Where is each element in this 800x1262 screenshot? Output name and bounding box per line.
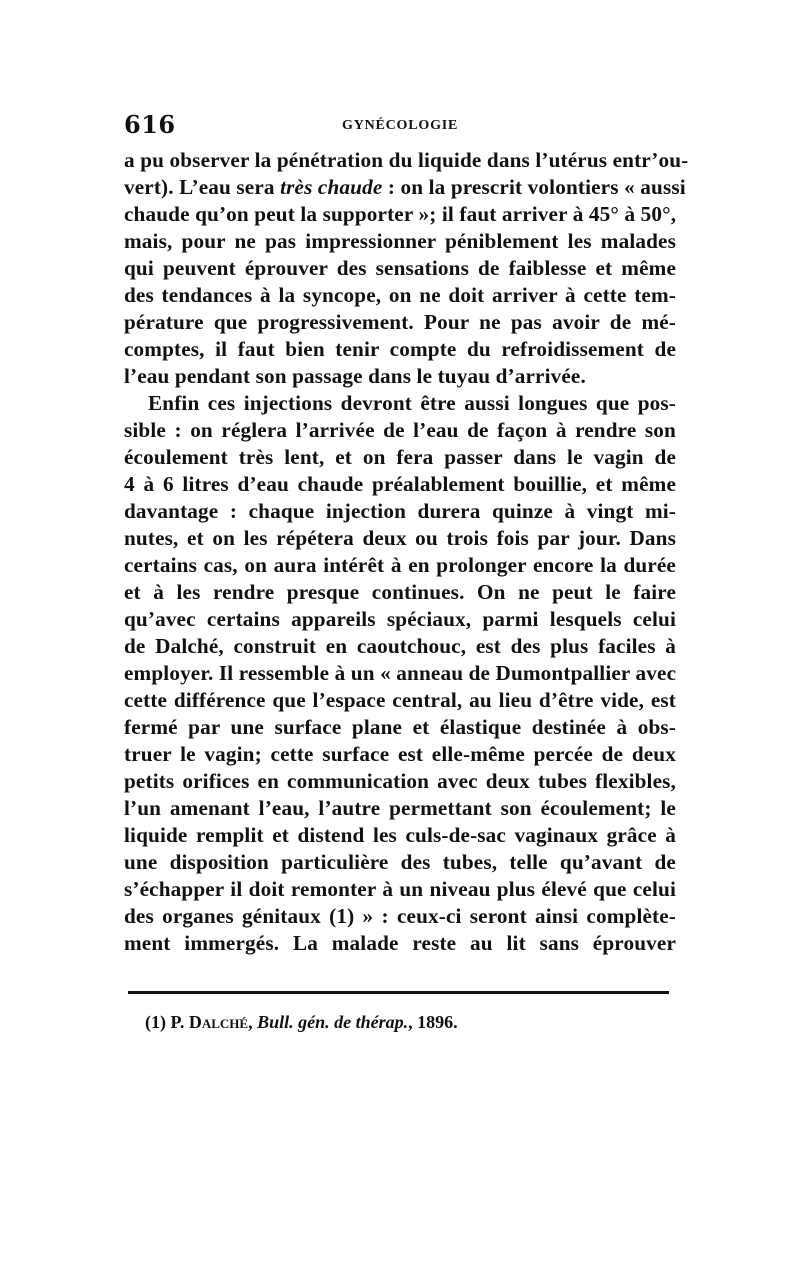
text-line xyxy=(124,174,686,201)
page-number: 616 xyxy=(124,110,176,139)
text-line: nutes, et on les répétera deux ou trois fois par jour. Dans xyxy=(124,526,676,550)
paragraph-start-line: Enfin ces injections devront être aussi longues que pos- xyxy=(148,391,676,415)
text-line: qui peuvent éprouver des sensations de faiblesse et même xyxy=(124,256,676,280)
text-line: des tendances à la syncope, on ne doit arriver à cette tem- xyxy=(124,283,676,307)
body-text xyxy=(124,147,689,957)
footnote-divider xyxy=(128,991,669,994)
text-line: a pu observer la pénétration du liquide dans l’utérus entr’ou- xyxy=(124,148,689,172)
footnote-marker: (1) P. xyxy=(145,1012,189,1032)
text-line: qu’avec certains appareils spéciaux, parmi lesquels celui xyxy=(124,607,676,631)
text-line: ment immergés. La malade reste au lit sans éprouver xyxy=(124,931,676,955)
text-line: sible : on réglera l’arrivée de l’eau de façon à rendre son xyxy=(124,418,676,442)
text-line: truer le vagin; cette surface est elle-même percée de deux xyxy=(124,742,676,766)
footnote xyxy=(145,1011,458,1033)
text-line: l’un amenant l’eau, l’autre permettant son écoulement; le xyxy=(124,796,676,820)
text-line: l’eau pendant son passage dans le tuyau d’arrivée. xyxy=(124,364,586,388)
footnote-journal: Bull. gén. de thérap. xyxy=(257,1012,409,1032)
text-line: chaude qu’on peut la supporter »; il faut arriver à 45° à 50°, xyxy=(124,202,677,226)
text-segment: : on la prescrit volontiers « aussi xyxy=(382,175,686,199)
text-line: des organes génitaux (1) » : ceux-ci seront ainsi complète- xyxy=(124,904,676,928)
text-line: fermé par une surface plane et élastique destinée à obs- xyxy=(124,715,676,739)
footnote-separator: , xyxy=(248,1012,258,1032)
running-head: GYNÉCOLOGIE xyxy=(342,118,459,133)
text-line: mais, pour ne pas impressionner péniblement les malades xyxy=(124,229,676,253)
text-line: pérature que progressivement. Pour ne pas avoir de mé- xyxy=(124,310,676,334)
footnote-author: Dalché xyxy=(188,1012,249,1032)
text-line: écoulement très lent, et on fera passer dans le vagin de xyxy=(124,445,676,469)
footnote-year: , 1896. xyxy=(408,1012,458,1032)
text-line: s’échapper il doit remonter à un niveau plus élevé que celui xyxy=(124,877,676,901)
text-segment: vert). L’eau sera xyxy=(124,175,281,199)
page-header xyxy=(124,110,668,144)
text-line: petits orifices en communication avec deux tubes flexibles, xyxy=(124,769,676,793)
text-line: 4 à 6 litres d’eau chaude préalablement bouillie, et même xyxy=(124,472,676,496)
text-line: employer. Il ressemble à un « anneau de Dumontpallier avec xyxy=(124,661,677,685)
text-line: certains cas, on aura intérêt à en prolonger encore la durée xyxy=(124,553,676,577)
text-line: comptes, il faut bien tenir compte du refroidissement de xyxy=(124,337,676,361)
text-line: et à les rendre presque continues. On ne peut le faire xyxy=(124,580,676,604)
text-line: de Dalché, construit en caoutchouc, est des plus faciles à xyxy=(124,634,676,658)
emphasized-text: très chaude xyxy=(280,175,383,199)
text-line: une disposition particulière des tubes, telle qu’avant de xyxy=(124,850,676,874)
text-line: liquide remplit et distend les culs-de-sac vaginaux grâce à xyxy=(124,823,676,847)
text-line: cette différence que l’espace central, au lieu d’être vide, est xyxy=(124,688,676,712)
text-line: davantage : chaque injection durera quinze à vingt mi- xyxy=(124,499,676,523)
